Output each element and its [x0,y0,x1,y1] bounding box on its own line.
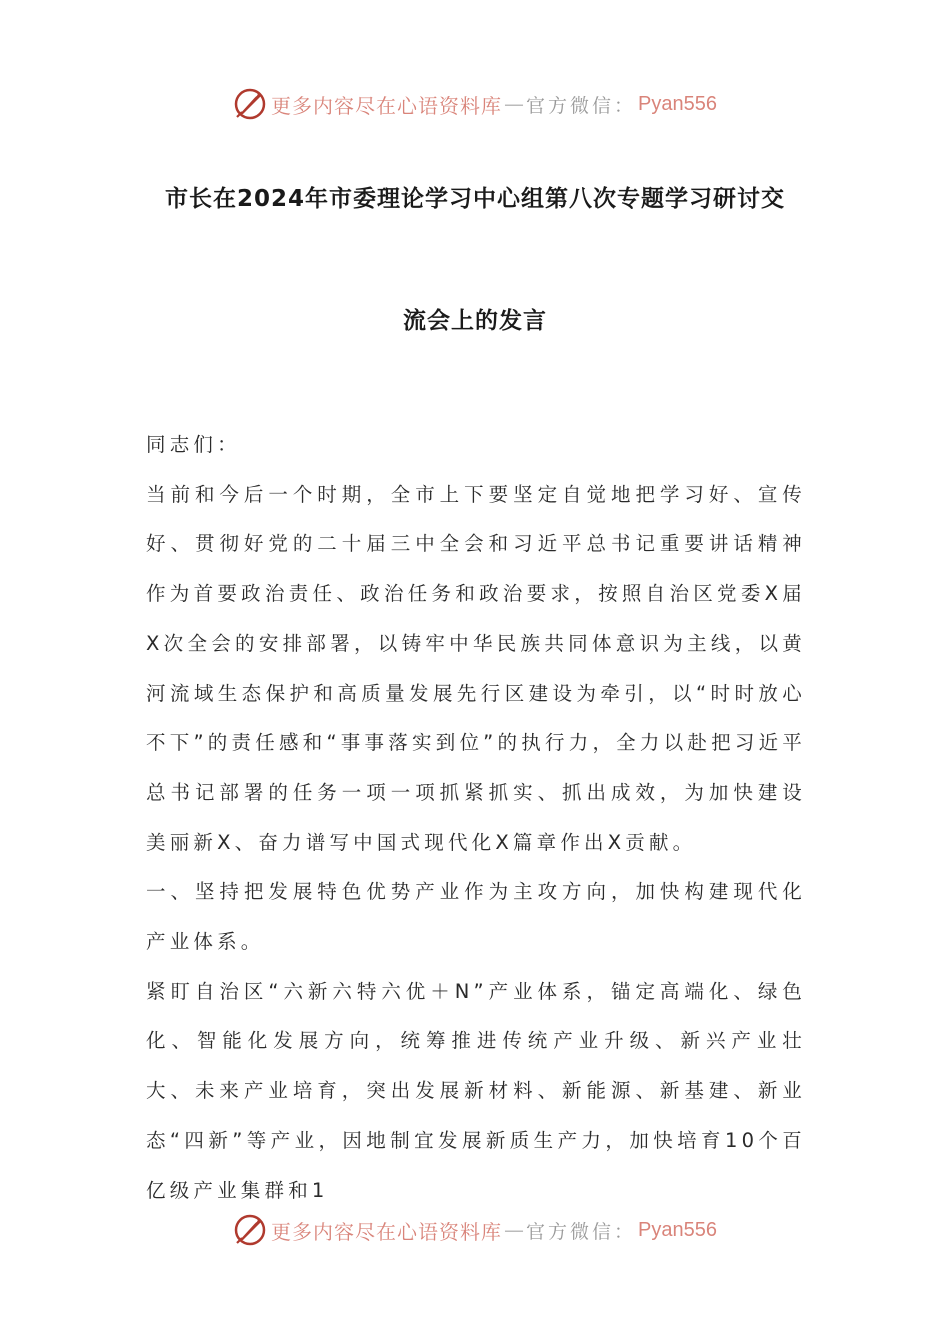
watermark-brand: 更多内容尽在心语资料库 [271,1219,502,1244]
watermark-wechat-label: 官方微信： [526,94,637,117]
quill-pen-logo-icon [233,1213,267,1247]
watermark-banner-top [0,84,950,124]
section-heading: 一、坚持把发展特色优势产业作为主攻方向，加快构建现代化产业体系。 [146,880,806,954]
watermark-separator: — [504,1218,524,1242]
document-title-line1: 市长在2024年市委理论学习中心组第八次专题学习研讨交 [164,186,785,212]
watermark-wechat-id: Pyan556 [638,1218,717,1241]
watermark-wechat-id: Pyan556 [638,92,717,115]
watermark-separator: — [504,92,524,116]
body-paragraph: 当前和今后一个时期，全市上下要坚定自觉地把学习好、宣传好、贯彻好党的二十届三中全会和习近平总书记重要讲话精神作为首要政治责任、政治任务和政治要求，按照自治区党委X届X次全会的安排部署，以铸牢中华民族共同体意识为主线，以黄河流域生态保护和高质量发展先行区建设为牵引，以“时时放心不下”的责任感和“事事落实到位”的执行力，全力以赴把习近平总书记部署的任务一项一项抓紧抓实、抓出成效，为加快建设美丽新X、奋力谱写中国式现代化X篇章作出X贡献。 [146,482,806,854]
watermark-brand: 更多内容尽在心语资料库 [271,93,502,118]
body-paragraph: 紧盯自治区“六新六特六优＋N”产业体系，锚定高端化、绿色化、智能化发展方向，统筹推进传统产业升级、新兴产业壮大、未来产业培育，突出发展新材料、新能源、新基建、新业态“四新”等产业，因地制宜发展新质生产力，加快培育10个百亿级产业集群和1 [146,979,806,1202]
watermark-banner-bottom [0,1210,950,1250]
salutation: 同志们： [146,433,241,456]
document-title-line2: 流会上的发言 [403,308,547,334]
quill-pen-logo-icon [233,87,267,121]
watermark-wechat-label: 官方微信： [526,1220,637,1243]
document-body [146,420,806,1215]
